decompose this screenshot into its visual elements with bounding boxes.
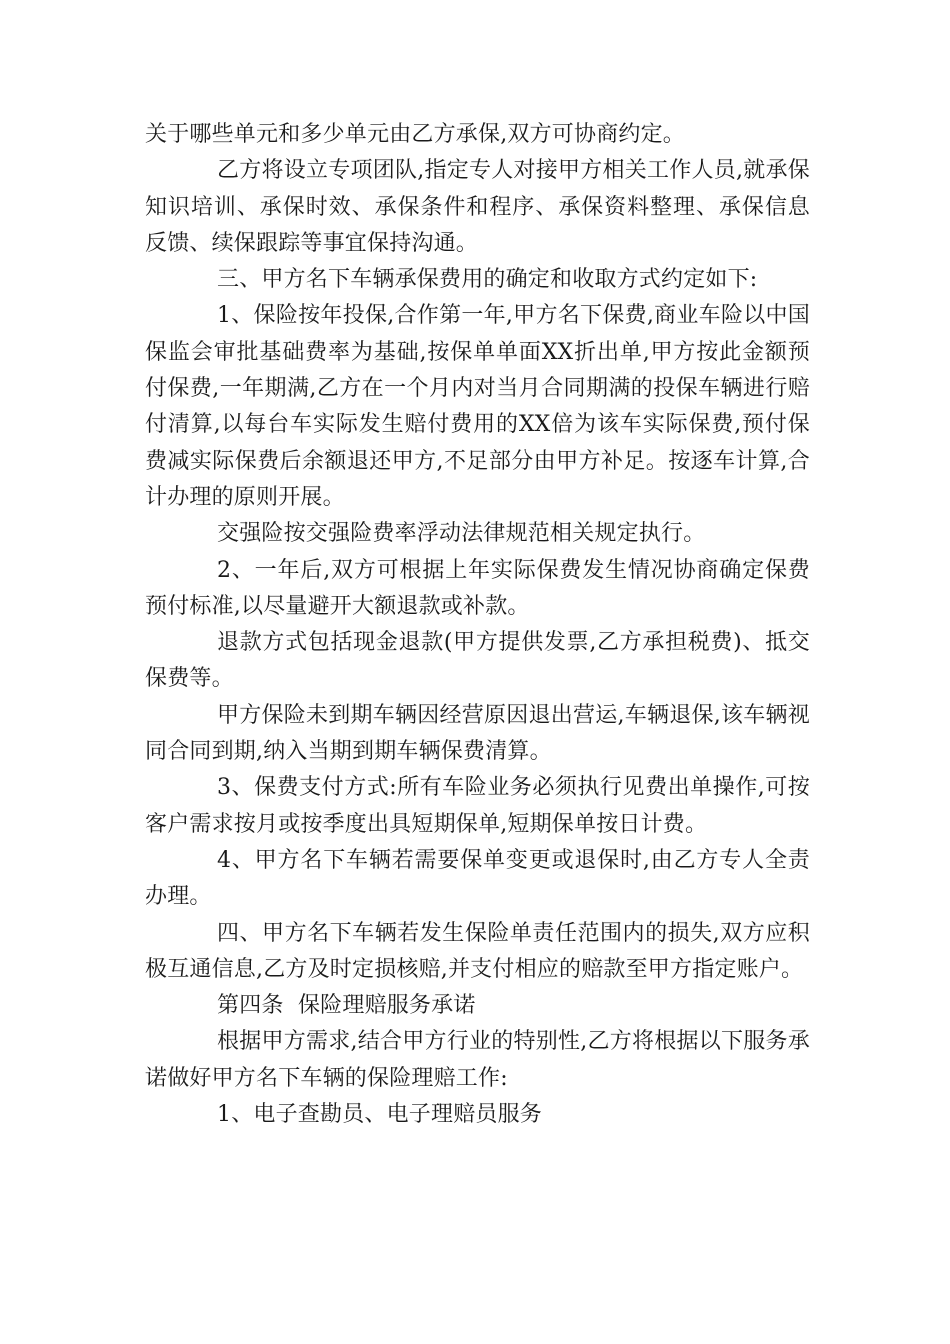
section-heading: 三、甲方名下车辆承保费用的确定和收取方式约定如下: bbox=[217, 267, 758, 293]
section-heading: 四、甲方名下车辆若发生保险单责任范围内的损失,双方应积极互通信息,乙方及时定损核赔,并支付相应的赔款至甲方指定账户。 bbox=[145, 920, 810, 982]
paragraph: 4、甲方名下车辆若需要保单变更或退保时,由乙方专人全责办理。 bbox=[145, 847, 810, 910]
paragraph: 乙方将设立专项团队,指定专人对接甲方相关工作人员,就承保知识培训、承保时效、承保条件和程序、承保资料整理、承保信息反馈、续保跟踪等事宜保持沟通。 bbox=[145, 158, 810, 256]
paragraph: 交强险按交强险费率浮动法律规范相关规定执行。 bbox=[217, 521, 706, 547]
paragraph: 甲方保险未到期车辆因经营原因退出营运,车辆退保,该车辆视同合同到期,纳入当期到期车辆保费清算。 bbox=[145, 702, 810, 765]
paragraph: 1、电子查勘员、电子理赔员服务 bbox=[217, 1102, 542, 1128]
paragraph: 关于哪些单元和多少单元由乙方承保,双方可协商约定。 bbox=[145, 122, 685, 147]
paragraph: 2、一年后,双方可根据上年实际保费发生情况协商确定保费预付标准,以尽量避开大额退款或补款。 bbox=[145, 557, 810, 619]
paragraph: 退款方式包括现金退款(甲方提供发票,乙方承担税费)、抵交保费等。 bbox=[145, 630, 810, 692]
document-body bbox=[145, 117, 810, 1133]
paragraph: 3、保费支付方式:所有车险业务必须执行见费出单操作,可按客户需求按月或按季度出具短期保单,短期保单按日计费。 bbox=[145, 775, 810, 837]
article-heading: 第四条 保险理赔服务承诺 bbox=[217, 993, 476, 1019]
paragraph: 根据甲方需求,结合甲方行业的特别性,乙方将根据以下服务承诺做好甲方名下车辆的保险理赔工作: bbox=[145, 1029, 810, 1091]
paragraph: 1、保险按年投保,合作第一年,甲方名下保费,商业车险以中国保监会审批基础费率为基础,按保单单面XX折出单,甲方按此金额预付保费,一年期满,乙方在一个月内对当月合同期满的投保车辆进行赔付清算,以每台车实际发生赔付费用的XX倍为该车实际保费,预付保费减实际保费后余额退还甲方,不足部分由甲方补足。按逐车计算,合计办理的原则开展。 bbox=[145, 303, 810, 510]
